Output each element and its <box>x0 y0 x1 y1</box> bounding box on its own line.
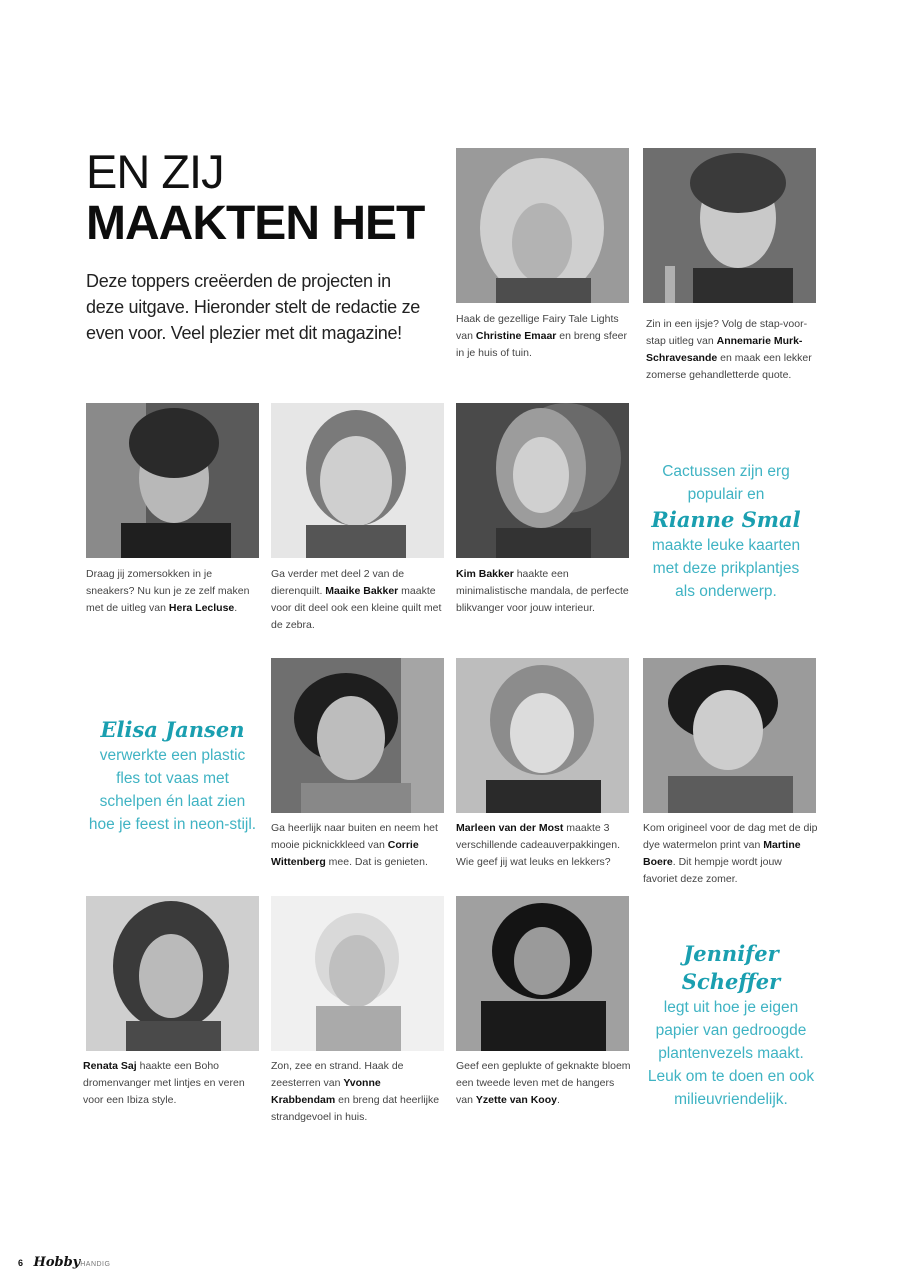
caption-annemarie: Zin in een ijsje? Volg de stap-voor-stap uitleg van Annemarie Murk-Schravesande en maak een lekker zomerse gehandletterde quote. <box>646 318 812 381</box>
caption-corrie: Ga heerlijk naar buiten en neem het mooie picknickkleed van Corrie Wittenberg mee. Dat is genieten. <box>271 822 438 868</box>
photo-maaike <box>271 403 444 558</box>
caption-maaike: Ga verder met deel 2 van de dierenquilt. Maaike Bakker maakte voor dit deel ook een kleine quilt met de zebra. <box>271 568 442 631</box>
page-number: 6 <box>18 1258 24 1268</box>
photo-christine <box>456 148 629 303</box>
magazine-logo: Hobby <box>33 1255 81 1270</box>
highlight-jennifer: Jennifer Scheffer legt uit hoe je eigen papier van gedroogde plantenvezels maakt. Leuk om te doen en ook milieuvriendelijk. <box>643 940 819 1111</box>
photo-yzette <box>456 896 629 1051</box>
caption-hera: Draag jij zomersokken in je sneakers? Nu kun je ze zelf maken met de uitleg van Hera Lecluse. <box>86 568 250 614</box>
photo-hera <box>86 403 259 558</box>
photo-corrie <box>271 658 444 813</box>
caption-renata: Renata Saj haakte een Boho dromenvanger met lintjes en veren voor een Ibiza style. <box>83 1060 245 1106</box>
heading-line-2: MAAKTEN HET <box>86 197 425 250</box>
caption-martine: Kom origineel voor de dag met de dip dye watermelon print van Martine Boere. Dit hempje wordt jouw favoriet deze zomer. <box>643 822 818 885</box>
photo-marleen <box>456 658 629 813</box>
highlight-elisa: Elisa Jansen verwerkte een plastic fles tot vaas met schelpen én laat zien hoe je feest in neon-stijl. <box>86 716 259 836</box>
photo-renata <box>86 896 259 1051</box>
page-footer <box>18 1255 110 1270</box>
caption-marleen: Marleen van der Most maakte 3 verschillende cadeauverpakkingen. Wie geef jij wat leuks en lekkers? <box>456 822 621 868</box>
caption-christine: Haak de gezellige Fairy Tale Lights van Christine Emaar en breng sfeer in je huis of tuin. <box>456 313 628 359</box>
photo-yvonne <box>271 896 444 1051</box>
name-jennifer: Jennifer Scheffer <box>681 941 781 994</box>
intro-text: Deze toppers creëerden de projecten in deze uitgave. Hieronder stelt de redactie ze even voor. Veel plezier met dit magazine! <box>86 271 421 343</box>
caption-kim: Kim Bakker haakte een minimalistische mandala, de perfecte blikvanger voor jouw interieur. <box>456 568 629 614</box>
name-elisa: Elisa Jansen <box>100 717 245 742</box>
caption-yzette: Geef een geplukte of geknakte bloem een tweede leven met de hangers van Yzette van Kooy. <box>456 1060 631 1106</box>
caption-yvonne: Zon, zee en strand. Haak de zeesterren van Yvonne Krabbendam en breng dat heerlijke strandgevoel in huis. <box>271 1060 440 1123</box>
photo-kim <box>456 403 629 558</box>
magazine-logo-sub: HANDIG <box>80 1261 111 1268</box>
photo-martine <box>643 658 816 813</box>
photo-annemarie <box>643 148 816 303</box>
heading-line-1: EN ZIJ <box>86 145 224 198</box>
highlight-rianne: Cactussen zijn erg populair en Rianne Smal maakte leuke kaarten met deze prikplantjes als onderwerp. <box>643 460 809 603</box>
name-rianne: Rianne Smal <box>651 507 801 532</box>
